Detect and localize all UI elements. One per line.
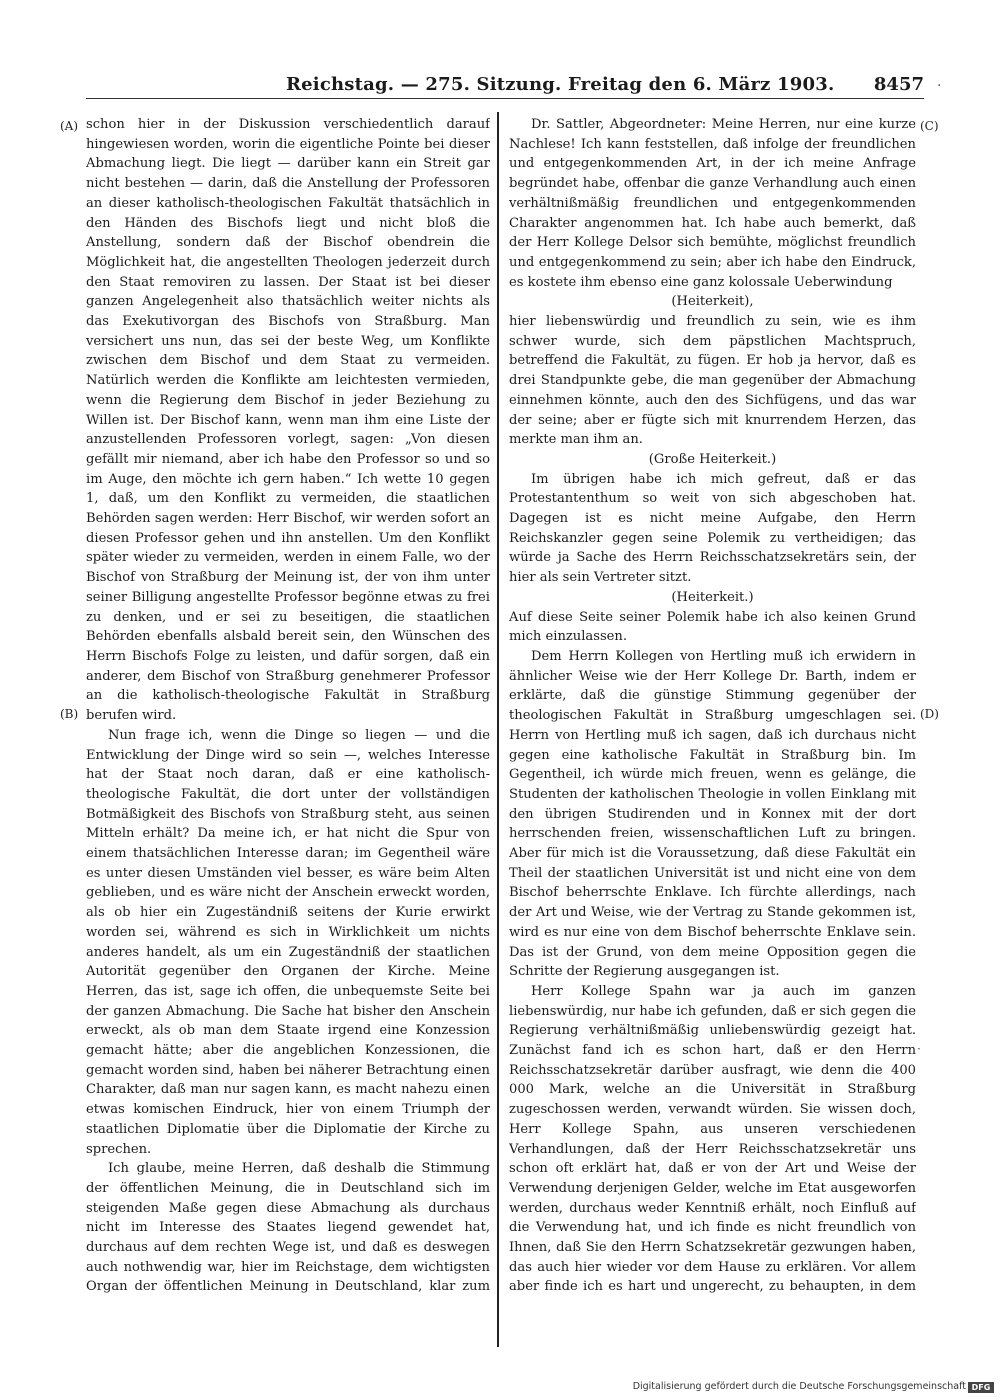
funding-note: Digitalisierung gefördert durch die Deutsche Forschungsgemeinschaft [632, 1381, 966, 1392]
interjection: (Heiterkeit), [671, 294, 754, 310]
right-column [509, 115, 916, 1300]
interjection: (Heiterkeit.) [671, 589, 754, 605]
paragraph: hier liebenswürdig und freundlich zu sein, wie es ihm schwer wurde, sich dem päpstlichen Machtspruch, betreffend die Fakultät, zu fügen. Er hob ja hervor, daß es drei Standpunkte gebe, die man gegenüber der Abmachung einnehmen könnte, auch den des Sichfügens, und das war der seine; aber er fügte sich mit knurrendem Herzen, das merkte man ihm an. [509, 314, 916, 448]
speaker-paragraph: Dr. Sattler, Abgeordneter: Meine Herren, nur eine kurze Nachlese! Ich kann feststellen, daß infolge der freundlichen und entgegenkommenden Art, in der ich meine Anfrage begründet habe, offenbar die ganze Verhandlung auch einen verhältnißmäßig freundlichen und entgegenkommenden Charakter angenommen hat. Ich habe auch bemerkt, daß der Herr Kollege Delsor sich bemühte, möglichst freundlich und entgegenkommend zu sein; aber ich habe den Eindruck, es kostete ihm ebenso eine ganz kolossale Ueberwindung [509, 117, 916, 290]
paragraph: Auf diese Seite seiner Polemik habe ich also keinen Grund mich einzulassen. [509, 609, 916, 645]
header-rule [86, 98, 924, 99]
paragraph: Ich glaube, meine Herren, daß deshalb die Stimmung der öffentlichen Meinung, die in Deutschland sich im steigenden Maße gegen diese Abmachung als durchaus nicht im Interesse des Staates liegend gewendet hat, durchaus auf dem rechten Wege ist, und daß es deswegen auch nothwendig war, hier im Reichstage, dem wichtigsten Organ der öffentlichen Meinung in Deutschland, klar zum [86, 1161, 490, 1295]
page-footer [632, 1381, 996, 1395]
left-column [86, 115, 490, 1300]
margin-dot-mark: · [917, 1042, 921, 1056]
header-dot-mark: · [937, 78, 942, 94]
paragraph: Dem Herrn Kollegen von Hertling muß ich erwidern in ähnlicher Weise wie der Herr Kollege Dr. Barth, indem er erklärte, daß die günstige Stimmung gegenüber der theologischen Fakultät in Straßburg umgeschlagen sei. Herrn von Hertling muß ich sagen, daß ich durchaus nicht gegen eine katholische Fakultät in Straßburg bin. Im Gegentheil, ich würde mich freuen, wenn es gelänge, die Studenten der katholischen Theologie in vollen Einklang mit den übrigen Studirenden und in Konnex mit der dort herrschenden freien, wissenschaftlichen Luft zu bringen. Aber für mich ist die Voraussetzung, daß diese Fakultät ein Theil der staatlichen Universität ist und nicht eine von dem Bischof beherrschte Enklave. Ich fürchte allerdings, nach der Art und Weise, wie der Vertrag zu Stande gekommen ist, wird es nur eine von dem Bischof beherrschte Enklave sein. Das ist der Grund, von dem meine Opposition gegen die Schritte der Regierung ausgegangen ist. [509, 648, 916, 980]
paragraph: Im übrigen habe ich mich gefreut, daß er das Protestantenthum so weit von sich abgeschoben hat. Dagegen ist es nicht meine Aufgabe, den Herrn Reichskanzler gegen seine Polemik zu vertheidigen; das würde ja Sache des Herrn Reichsschatzsekretärs sein, der hier als sein Vertreter sitzt. [509, 471, 916, 586]
paragraph: Herr Kollege Spahn war ja auch im ganzen liebenswürdig, nur habe ich gefunden, daß er sich gegen die Regierung verhältnißmäßig unliebenswürdig gezeigt hat. Zunächst fand ich es schon hart, daß er den Herrn Reichsschatzsekretär darüber ausfragt, wie denn die 400 000 Mark, welche an die Universität in Straßburg zugeschossen werden, verwandt würden. Sie wissen doch, Herr Kollege Spahn, aus unseren verschiedenen Verhandlungen, daß der Herr Reichsschatzsekretär uns schon oft erklärt hat, daß er von der Art und Weise der Verwendung derjenigen Gelder, welche im Etat ausgeworfen werden, durchaus weder Kenntniß erhält, noch Einfluß auf die Verwendung hat, und ich finde es nicht freundlich von Ihnen, daß Sie den Herrn Schatzsekretär gezwungen haben, das auch hier wieder vor dem Hause zu erklären. Vor allem aber finde ich es hart und ungerecht, zu behaupten, in dem [509, 983, 916, 1295]
page-number: 8457 [873, 74, 924, 95]
margin-mark-a: (A) [60, 119, 79, 133]
paragraph: Nun frage ich, wenn die Dinge so liegen — und die Entwicklung der Dinge wird so sein —, welches Interesse hat der Staat noch daran, daß er eine katholisch-theologische Fakultät, die dort unter der vollständigen Botmäßigkeit des Bischofs von Straßburg steht, aus seinen Mitteln erhält? Da meine ich, er hat nicht die Spur von einem thatsächlichen Interesse daran; im Gegentheil wäre es unter diesen Umständen viel besser, es wäre beim Alten geblieben, und es wäre nicht der Anschein erweckt worden, als ob hier ein Zugeständniß seitens der Kurie erwirkt worden sei, während es sich in Wirklichkeit um nichts anderes handelt, als um ein Zugeständniß der staatlichen Autorität gegenüber den Organen der Kirche. Meine Herren, das ist, sage ich offen, die unbequemste Seite bei der ganzen Abmachung. Die Sache hat bisher den Anschein erweckt, als ob man dem Staate irgend eine Konzession gemacht hätte; aber die angeblichen Konzessionen, die gemacht worden sind, haben bei näherer Betrachtung einen Charakter, daß man nur sagen kann, es macht nahezu einen etwas komischen Eindruck, hier von einem Triumph der staatlichen Diplomatie über die Diplomatie der Kirche zu sprechen. [86, 727, 490, 1157]
running-title: Reichstag. — 275. Sitzung. Freitag den 6. März 1903. [286, 74, 835, 95]
margin-mark-d: (D) [920, 707, 939, 721]
interjection: (Große Heiterkeit.) [648, 451, 777, 467]
page-header [86, 74, 924, 98]
paragraph: schon hier in der Diskussion verschiedentlich darauf hingewiesen worden, worin die eigentliche Pointe bei dieser Abmachung liegt. Die liegt — darüber kann ein Streit gar nicht bestehen — darin, daß die Anstellung der Professoren an dieser katholisch-theologischen Fakultät thatsächlich in den Händen des Bischofs liegt und nicht bloß die Anstellung, sondern daß der Bischof obendrein die Möglichkeit hat, die angestellten Theologen jederzeit durch den Staat removiren zu lassen. Der Staat ist bei dieser ganzen Angelegenheit also thatsächlich weiter nichts als das Exekutivorgan des Bischofs von Straßburg. Man versichert uns nun, das sei der beste Weg, um Konflikte zwischen dem Bischof und dem Staat zu vermeiden. Natürlich werden die Konflikte am leichtesten vermieden, wenn die Regierung dem Bischof in jeder Beziehung zu Willen ist. Der Bischof kann, wenn man ihm eine Liste der anzustellenden Professoren vorlegt, sagen: „Von diesen gefällt mir niemand, aber ich habe den Professor so und so im Auge, den möchte ich gern haben.“ Ich wette 10 gegen 1, daß, um den Konflikt zu vermeiden, die staatlichen Behörden sagen werden: Herr Bischof, wir werden sofort an diesen Professor gehen und ihn anstellen. Um den Konflikt später wieder zu vermeiden, werden in einem Falle, wo der Bischof von Straßburg der Meinung ist, der von ihm unter seiner Billigung angestellte Professor begönne etwas zu frei zu denken, und er sei zu beseitigen, die staatlichen Behörden ebenfalls alsbald bereit sein, den Wünschen des Herrn Bischofs Folge zu leisten, und dafür sorgen, daß ein anderer, dem Bischof von Straßburg genehmerer Professor an die katholisch-theologische Fakultät in Straßburg berufen wird. [86, 117, 490, 724]
dfg-logo: DFG [968, 1382, 994, 1393]
column-divider [497, 112, 499, 1347]
margin-mark-b: (B) [60, 707, 79, 721]
margin-mark-c: (C) [920, 119, 939, 133]
